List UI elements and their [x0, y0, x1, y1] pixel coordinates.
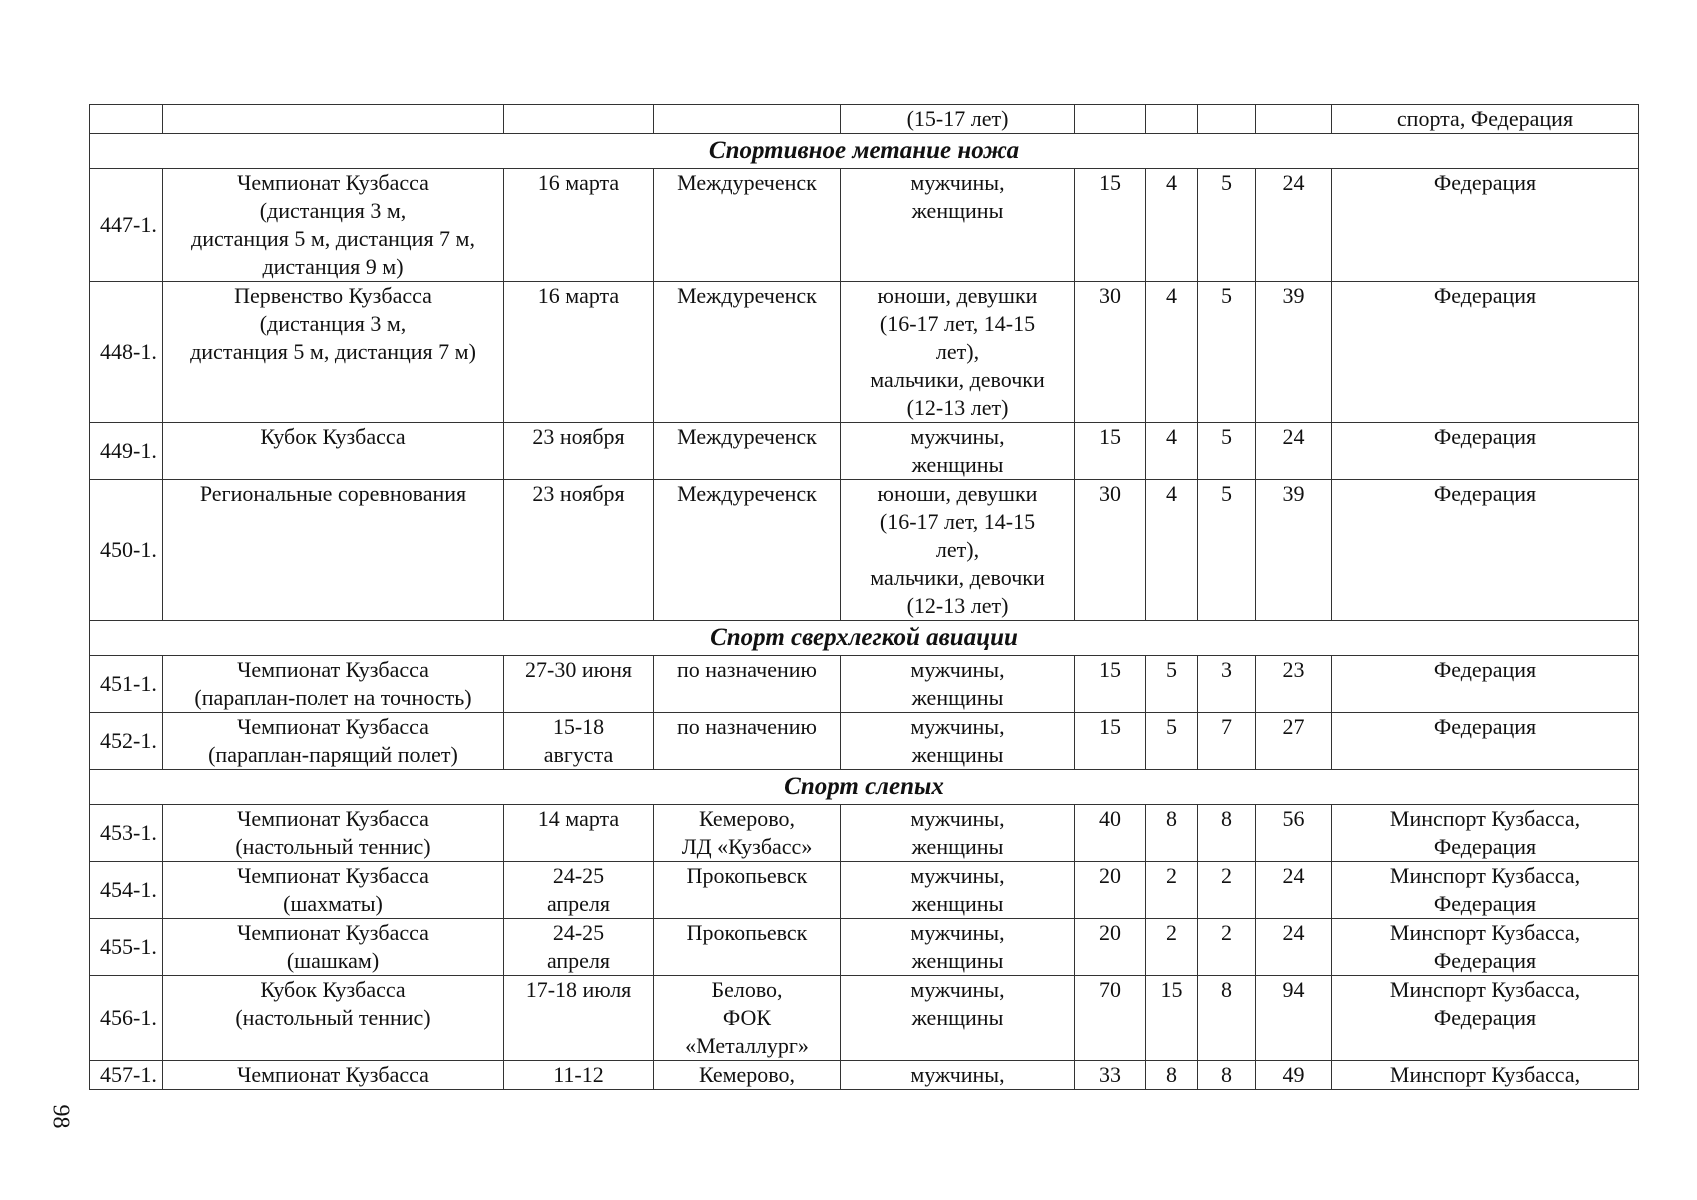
cell-num: 450-1. [90, 480, 163, 621]
cell-name: Чемпионат Кузбасса (параплан-парящий полет) [163, 713, 504, 770]
section-title: Спорт слепых [90, 770, 1639, 805]
cell-name [163, 105, 504, 134]
cell-organizer: Минспорт Кузбасса, Федерация [1332, 976, 1639, 1061]
table-row [90, 282, 1639, 423]
cell-count-3: 5 [1198, 423, 1256, 480]
section-header-row [90, 621, 1639, 656]
cell-count-total: 39 [1256, 282, 1332, 423]
cell-count-total: 23 [1256, 656, 1332, 713]
cell-place [654, 105, 841, 134]
cell-participants: мужчины, женщины [841, 423, 1075, 480]
table-row [90, 805, 1639, 862]
cell-count-3: 5 [1198, 169, 1256, 282]
cell-count-3: 2 [1198, 862, 1256, 919]
cell-count-2: 5 [1146, 713, 1198, 770]
cell-participants: мужчины, женщины [841, 169, 1075, 282]
cell-organizer: Федерация [1332, 656, 1639, 713]
cell-place: по назначению [654, 713, 841, 770]
cell-organizer: Минспорт Кузбасса, Федерация [1332, 919, 1639, 976]
section-title: Спортивное метание ножа [90, 134, 1639, 169]
section-header-row [90, 770, 1639, 805]
cell-date: 24-25 апреля [504, 919, 654, 976]
cell-count-2: 5 [1146, 656, 1198, 713]
cell-participants: мужчины, женщины [841, 656, 1075, 713]
cell-place: Кемерово, ЛД «Кузбасс» [654, 805, 841, 862]
cell-count-2 [1146, 105, 1198, 134]
cell-count-total: 94 [1256, 976, 1332, 1061]
cell-count-3: 8 [1198, 1061, 1256, 1090]
table-row [90, 919, 1639, 976]
section-header-row [90, 134, 1639, 169]
cell-count-1: 33 [1075, 1061, 1146, 1090]
cell-count-3: 3 [1198, 656, 1256, 713]
cell-name: Чемпионат Кузбасса (параплан-полет на точность) [163, 656, 504, 713]
cell-num: 456-1. [90, 976, 163, 1061]
cell-name: Чемпионат Кузбасса (дистанция 3 м, дистанция 5 м, дистанция 7 м, дистанция 9 м) [163, 169, 504, 282]
cell-date: 23 ноября [504, 423, 654, 480]
cell-num: 457-1. [90, 1061, 163, 1090]
table-row [90, 976, 1639, 1061]
cell-count-2: 2 [1146, 862, 1198, 919]
events-table-body [90, 105, 1639, 1090]
cell-num [90, 105, 163, 134]
cell-num: 454-1. [90, 862, 163, 919]
cell-count-total [1256, 105, 1332, 134]
cell-count-3: 8 [1198, 805, 1256, 862]
cell-count-1: 40 [1075, 805, 1146, 862]
cell-num: 448-1. [90, 282, 163, 423]
cell-place: Междуреченск [654, 423, 841, 480]
cell-organizer: Федерация [1332, 282, 1639, 423]
cell-date [504, 105, 654, 134]
table-row [90, 862, 1639, 919]
cell-date: 24-25 апреля [504, 862, 654, 919]
cell-date: 16 марта [504, 282, 654, 423]
table-row [90, 169, 1639, 282]
cell-count-total: 24 [1256, 169, 1332, 282]
cell-count-total: 39 [1256, 480, 1332, 621]
cell-organizer: Минспорт Кузбасса, Федерация [1332, 862, 1639, 919]
cell-date: 15-18 августа [504, 713, 654, 770]
cell-date: 16 марта [504, 169, 654, 282]
cell-organizer: Федерация [1332, 423, 1639, 480]
table-row [90, 1061, 1639, 1090]
cell-count-1: 20 [1075, 862, 1146, 919]
cell-count-total: 49 [1256, 1061, 1332, 1090]
cell-name: Региональные соревнования [163, 480, 504, 621]
table-row [90, 713, 1639, 770]
cell-count-1: 20 [1075, 919, 1146, 976]
cell-name: Первенство Кузбасса (дистанция 3 м, дистанция 5 м, дистанция 7 м) [163, 282, 504, 423]
cell-place: Прокопьевск [654, 862, 841, 919]
cell-count-3: 5 [1198, 282, 1256, 423]
cell-name: Кубок Кузбасса [163, 423, 504, 480]
cell-num: 447-1. [90, 169, 163, 282]
cell-count-2: 4 [1146, 423, 1198, 480]
cell-participants: юноши, девушки (16-17 лет, 14-15 лет), мальчики, девочки (12-13 лет) [841, 282, 1075, 423]
cell-place: Кемерово, [654, 1061, 841, 1090]
page-number: 98 [47, 1104, 74, 1129]
cell-count-3: 7 [1198, 713, 1256, 770]
cell-count-2: 8 [1146, 805, 1198, 862]
cell-date: 17-18 июля [504, 976, 654, 1061]
cell-num: 455-1. [90, 919, 163, 976]
cell-num: 452-1. [90, 713, 163, 770]
cell-date: 23 ноября [504, 480, 654, 621]
cell-count-1 [1075, 105, 1146, 134]
cell-count-3: 5 [1198, 480, 1256, 621]
cell-name: Чемпионат Кузбасса (шашкам) [163, 919, 504, 976]
cell-count-2: 2 [1146, 919, 1198, 976]
cell-organizer: Федерация [1332, 169, 1639, 282]
cell-date: 27-30 июня [504, 656, 654, 713]
cell-place: Белово, ФОК «Металлург» [654, 976, 841, 1061]
cell-count-3 [1198, 105, 1256, 134]
cell-count-2: 4 [1146, 169, 1198, 282]
cell-date: 11-12 [504, 1061, 654, 1090]
cell-name: Кубок Кузбасса (настольный теннис) [163, 976, 504, 1061]
cell-name: Чемпионат Кузбасса (шахматы) [163, 862, 504, 919]
cell-num: 449-1. [90, 423, 163, 480]
cell-num: 451-1. [90, 656, 163, 713]
cell-organizer: Федерация [1332, 713, 1639, 770]
cell-organizer: Минспорт Кузбасса, Федерация [1332, 805, 1639, 862]
table-row [90, 480, 1639, 621]
cell-count-2: 8 [1146, 1061, 1198, 1090]
cell-count-2: 4 [1146, 282, 1198, 423]
cell-count-total: 24 [1256, 919, 1332, 976]
cell-participants: мужчины, женщины [841, 713, 1075, 770]
cell-date: 14 марта [504, 805, 654, 862]
cell-place: по назначению [654, 656, 841, 713]
events-table [89, 104, 1639, 1090]
cell-participants: (15-17 лет) [841, 105, 1075, 134]
cell-participants: юноши, девушки (16-17 лет, 14-15 лет), мальчики, девочки (12-13 лет) [841, 480, 1075, 621]
cell-count-3: 2 [1198, 919, 1256, 976]
table-row [90, 423, 1639, 480]
cell-place: Междуреченск [654, 169, 841, 282]
cell-name: Чемпионат Кузбасса (настольный теннис) [163, 805, 504, 862]
cell-place: Междуреченск [654, 282, 841, 423]
cell-organizer: Федерация [1332, 480, 1639, 621]
cell-count-1: 15 [1075, 713, 1146, 770]
cell-count-total: 24 [1256, 423, 1332, 480]
cell-place: Междуреченск [654, 480, 841, 621]
cell-count-total: 56 [1256, 805, 1332, 862]
table-row [90, 656, 1639, 713]
cell-participants: мужчины, женщины [841, 976, 1075, 1061]
cell-organizer: Минспорт Кузбасса, [1332, 1061, 1639, 1090]
cell-place: Прокопьевск [654, 919, 841, 976]
cell-name: Чемпионат Кузбасса [163, 1061, 504, 1090]
cell-count-total: 27 [1256, 713, 1332, 770]
cell-count-1: 15 [1075, 169, 1146, 282]
table-row-continuation [90, 105, 1639, 134]
cell-count-total: 24 [1256, 862, 1332, 919]
cell-participants: мужчины, женщины [841, 862, 1075, 919]
cell-num: 453-1. [90, 805, 163, 862]
cell-count-1: 15 [1075, 423, 1146, 480]
cell-count-2: 4 [1146, 480, 1198, 621]
cell-count-3: 8 [1198, 976, 1256, 1061]
cell-participants: мужчины, женщины [841, 919, 1075, 976]
cell-count-1: 70 [1075, 976, 1146, 1061]
section-title: Спорт сверхлегкой авиации [90, 621, 1639, 656]
cell-count-1: 15 [1075, 656, 1146, 713]
cell-count-1: 30 [1075, 282, 1146, 423]
cell-participants: мужчины, женщины [841, 805, 1075, 862]
cell-participants: мужчины, [841, 1061, 1075, 1090]
cell-count-2: 15 [1146, 976, 1198, 1061]
cell-count-1: 30 [1075, 480, 1146, 621]
cell-organizer: спорта, Федерация [1332, 105, 1639, 134]
